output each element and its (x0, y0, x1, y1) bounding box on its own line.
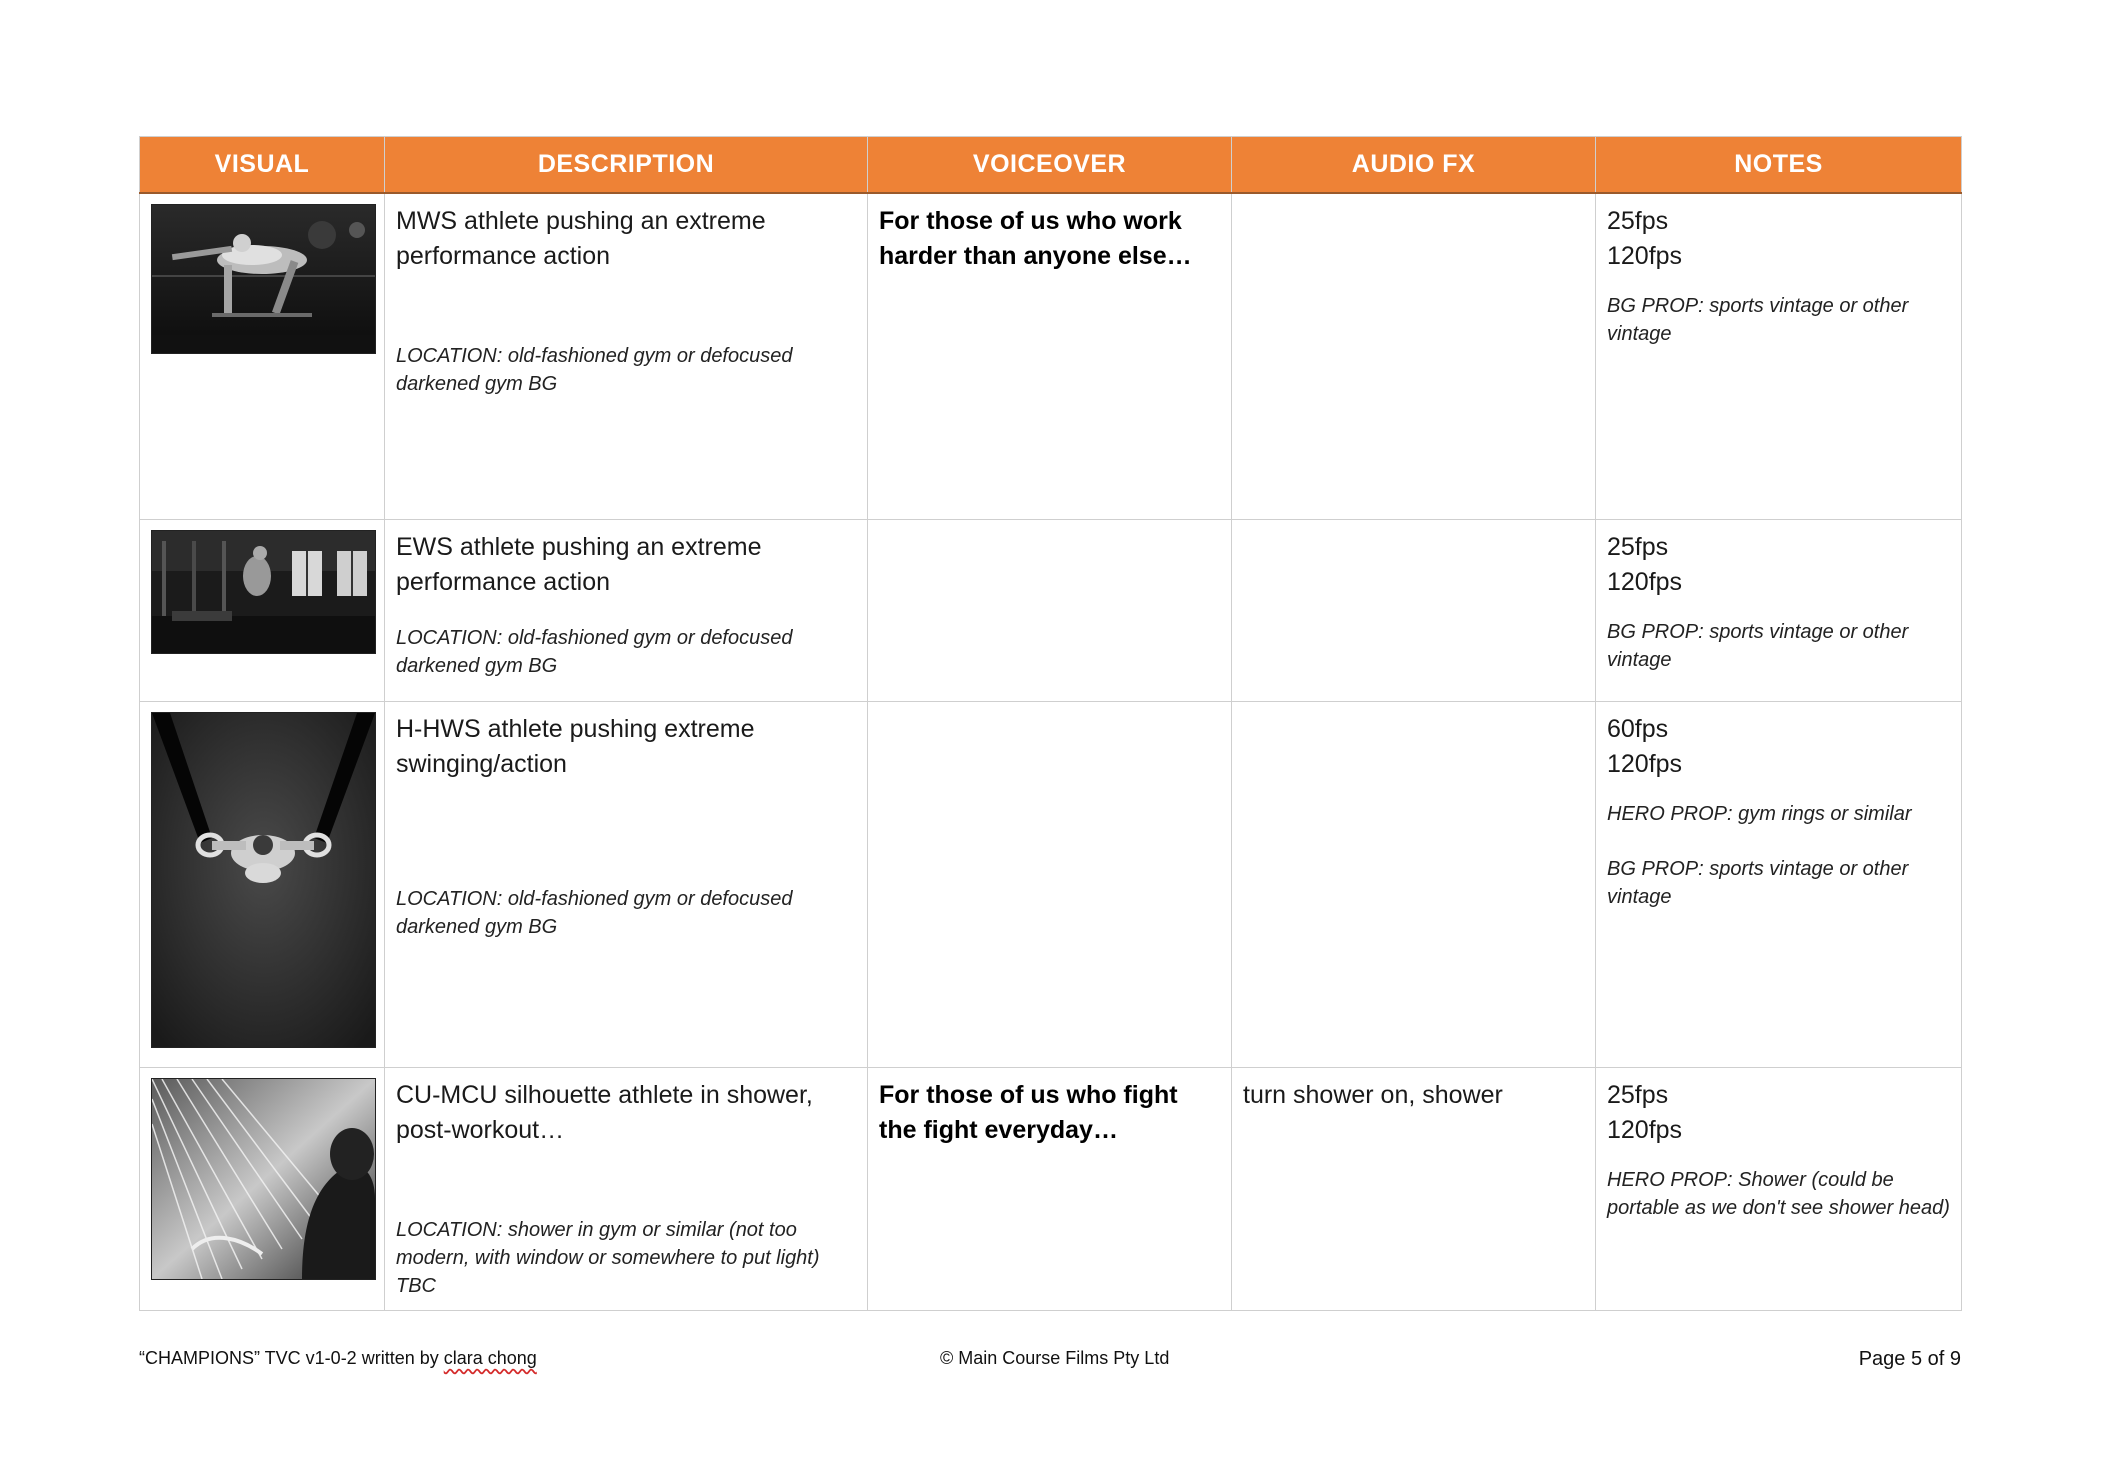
notes-prop: BG PROP: sports vintage or other vintage (1607, 295, 1909, 345)
table-row (140, 519, 1962, 701)
footer-title-prefix: “CHAMPIONS” TVC v1-0-2 written by (139, 1348, 444, 1368)
notes-cell (1596, 193, 1962, 519)
voiceover-text: For those of us who work harder than anyone else… (879, 207, 1192, 270)
athlete-pushup-image (151, 204, 376, 354)
header-row (140, 137, 1962, 194)
header-notes: NOTES (1596, 137, 1962, 194)
header-visual: VISUAL (140, 137, 385, 194)
notes-prop: HERO PROP: Shower (could be portable as we don't see shower head) (1607, 1168, 1950, 1219)
description-text: MWS athlete pushing an extreme performance action (396, 207, 766, 270)
storyboard-sheet (139, 136, 1961, 1311)
location-text: LOCATION: old-fashioned gym or defocused darkened gym BG (396, 345, 793, 395)
visual-cell (140, 519, 385, 701)
footer-copyright: © Main Course Films Pty Ltd (940, 1348, 1170, 1368)
description-cell (385, 193, 868, 519)
audio-fx-cell (1232, 193, 1596, 519)
description-cell (385, 1067, 868, 1310)
notes-fps-secondary: 120fps (1607, 749, 1683, 778)
notes-prop: HERO PROP: gym rings or similar (1607, 802, 1912, 825)
table-row (140, 1067, 1962, 1310)
header-audio-fx: AUDIO FX (1232, 137, 1596, 194)
description-text: EWS athlete pushing an extreme performance action (396, 532, 762, 596)
audio-fx-cell (1232, 701, 1596, 1067)
notes-fps-primary: 25fps (1607, 207, 1669, 235)
notes-cell (1596, 701, 1962, 1067)
footer-author: clara chong (443, 1348, 537, 1368)
notes-fps-secondary: 120fps (1607, 567, 1683, 596)
description-cell (385, 519, 868, 701)
location-text: LOCATION: shower in gym or similar (not too modern, with window or somewhere to put light) TBC (396, 1218, 820, 1297)
notes-fps-primary: 25fps (1607, 1080, 1669, 1109)
voiceover-cell (868, 1067, 1232, 1310)
notes-fps-primary: 25fps (1607, 532, 1669, 561)
notes-cell (1596, 1067, 1962, 1310)
notes-prop: BG PROP: sports vintage or other vintage (1607, 620, 1909, 671)
description-cell (385, 701, 868, 1067)
description-text: H-HWS athlete pushing extreme swinging/action (396, 714, 755, 778)
audio-fx-cell (1232, 519, 1596, 701)
notes-fps-secondary: 120fps (1607, 1115, 1683, 1144)
visual-cell (140, 1067, 385, 1310)
footer-title (139, 1348, 537, 1369)
storyboard-table (139, 136, 1962, 1311)
visual-cell (140, 193, 385, 519)
audio-fx-cell (1232, 1067, 1596, 1310)
notes-cell (1596, 519, 1962, 701)
athlete-gym-jump-image (151, 530, 376, 654)
voiceover-cell (868, 519, 1232, 701)
voiceover-cell (868, 701, 1232, 1067)
notes-fps-primary: 60fps (1607, 714, 1669, 743)
voiceover-cell (868, 193, 1232, 519)
notes-prop-secondary: BG PROP: sports vintage or other vintage (1607, 857, 1909, 908)
location-text: LOCATION: old-fashioned gym or defocused darkened gym BG (396, 887, 793, 938)
visual-cell (140, 701, 385, 1067)
notes-fps-secondary: 120fps (1607, 242, 1683, 270)
header-description: DESCRIPTION (385, 137, 868, 194)
audio-fx-text: turn shower on, shower (1243, 1080, 1503, 1109)
location-text: LOCATION: old-fashioned gym or defocused darkened gym BG (396, 626, 793, 677)
table-row (140, 193, 1962, 519)
footer-page-number: Page 5 of 9 (1858, 1348, 1961, 1370)
header-voiceover: VOICEOVER (868, 137, 1232, 194)
athlete-rings-image (151, 712, 376, 1048)
description-text: CU-MCU silhouette athlete in shower, post-workout… (396, 1080, 813, 1144)
athlete-shower-image (151, 1078, 376, 1280)
table-row (140, 701, 1962, 1067)
voiceover-text: For those of us who fight the fight everyday… (879, 1080, 1178, 1144)
